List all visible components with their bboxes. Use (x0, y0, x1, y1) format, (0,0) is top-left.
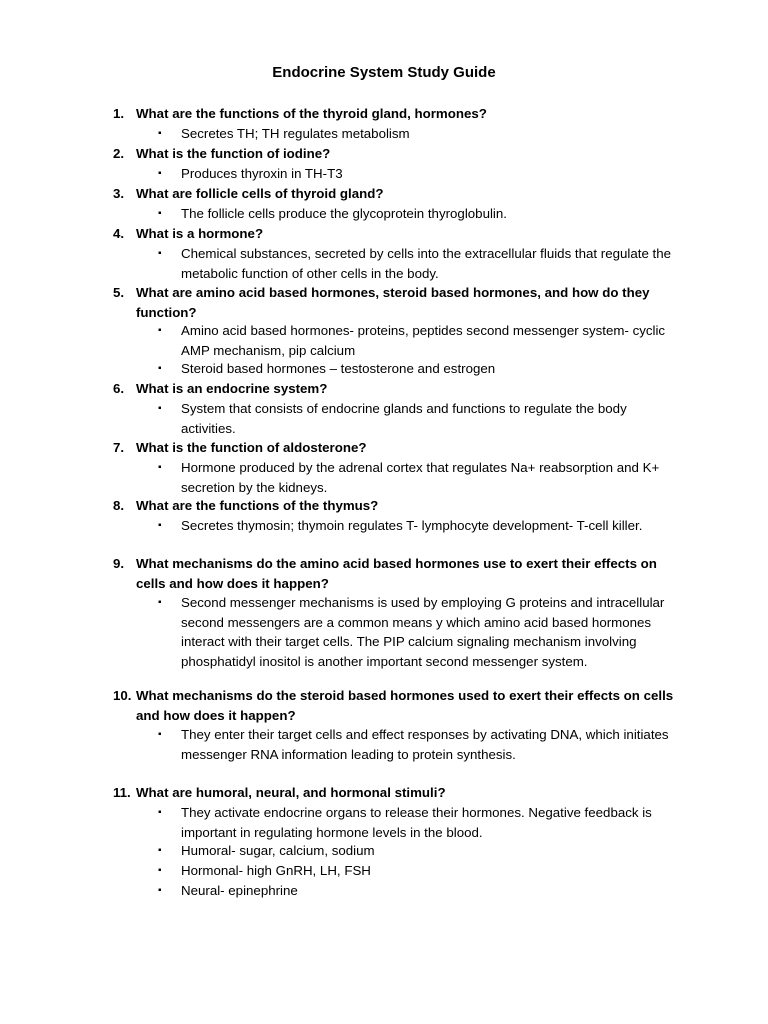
question-number: 1. (113, 106, 125, 121)
question-number: 6. (113, 381, 125, 396)
answer-text: Second messenger mechanisms is used by employing G proteins and intracellular second messengers are a common means y which amino acid based hormones interact with their target cells. The PIP calcium signaling mechanism involving phosphatidyl inositol is another important second messenger system. (181, 595, 665, 669)
question-text: What mechanisms do the amino acid based hormones use to exert their effects on cells and how does it happen? (136, 556, 657, 591)
question-text: What is the function of iodine? (136, 146, 331, 161)
bullet-icon: ▪ (158, 325, 162, 336)
question-text: What are the functions of the thymus? (136, 498, 379, 513)
bullet-icon: ▪ (158, 729, 162, 740)
bullet-icon: ▪ (158, 845, 162, 856)
question-text: What mechanisms do the steroid based hormones used to exert their effects on cells and how does it happen? (136, 688, 674, 723)
bullet-icon: ▪ (158, 248, 162, 259)
answer-text: Humoral- sugar, calcium, sodium (181, 843, 375, 858)
bullet-icon: ▪ (158, 807, 162, 818)
answer-text: Steroid based hormones – testosterone and estrogen (181, 361, 496, 376)
bullet-icon: ▪ (158, 168, 162, 179)
question-number: 5. (113, 285, 125, 300)
question-number: 10. (113, 688, 132, 703)
page-title: Endocrine System Study Guide (272, 64, 496, 81)
bullet-icon: ▪ (158, 520, 162, 531)
question-number: 9. (113, 556, 125, 571)
bullet-icon: ▪ (158, 128, 162, 139)
answer-text: The follicle cells produce the glycoprotein thyroglobulin. (181, 206, 507, 221)
question-text: What are follicle cells of thyroid gland? (136, 186, 384, 201)
answer-text: Secretes TH; TH regulates metabolism (181, 126, 410, 141)
answer-text: System that consists of endocrine glands and functions to regulate the body activities. (181, 401, 627, 436)
question-text: What is the function of aldosterone? (136, 440, 367, 455)
bullet-icon: ▪ (158, 885, 162, 896)
answer-text: Hormone produced by the adrenal cortex that regulates Na+ reabsorption and K+ secretion by the kidneys. (181, 460, 660, 495)
answer-text: Amino acid based hormones- proteins, peptides second messenger system- cyclic AMP mechanism, pip calcium (181, 323, 666, 358)
answer-text: They enter their target cells and effect responses by activating DNA, which initiates messenger RNA information leading to protein synthesis. (181, 727, 669, 762)
bullet-icon: ▪ (158, 597, 162, 608)
question-number: 3. (113, 186, 125, 201)
answer-text: Secretes thymosin; thymoin regulates T- lymphocyte development- T-cell killer. (181, 518, 643, 533)
answer-text: Produces thyroxin in TH-T3 (181, 166, 343, 181)
question-text: What is an endocrine system? (136, 381, 328, 396)
bullet-icon: ▪ (158, 462, 162, 473)
bullet-icon: ▪ (158, 403, 162, 414)
question-number: 7. (113, 440, 125, 455)
answer-text: Chemical substances, secreted by cells into the extracellular fluids that regulate the metabolic function of other cells in the body. (181, 246, 672, 281)
bullet-icon: ▪ (158, 865, 162, 876)
answer-text: They activate endocrine organs to release their hormones. Negative feedback is important in regulating hormone levels in the blood. (181, 805, 652, 840)
question-number: 8. (113, 498, 125, 513)
bullet-icon: ▪ (158, 363, 162, 374)
question-text: What are amino acid based hormones, steroid based hormones, and how do they function? (136, 285, 650, 320)
answer-text: Hormonal- high GnRH, LH, FSH (181, 863, 371, 878)
answer-text: Neural- epinephrine (181, 883, 298, 898)
question-text: What is a hormone? (136, 226, 264, 241)
question-number: 4. (113, 226, 125, 241)
question-text: What are the functions of the thyroid gland, hormones? (136, 106, 487, 121)
question-number: 11. (113, 785, 131, 800)
question-number: 2. (113, 146, 125, 161)
question-text: What are humoral, neural, and hormonal stimuli? (136, 785, 446, 800)
bullet-icon: ▪ (158, 208, 162, 219)
